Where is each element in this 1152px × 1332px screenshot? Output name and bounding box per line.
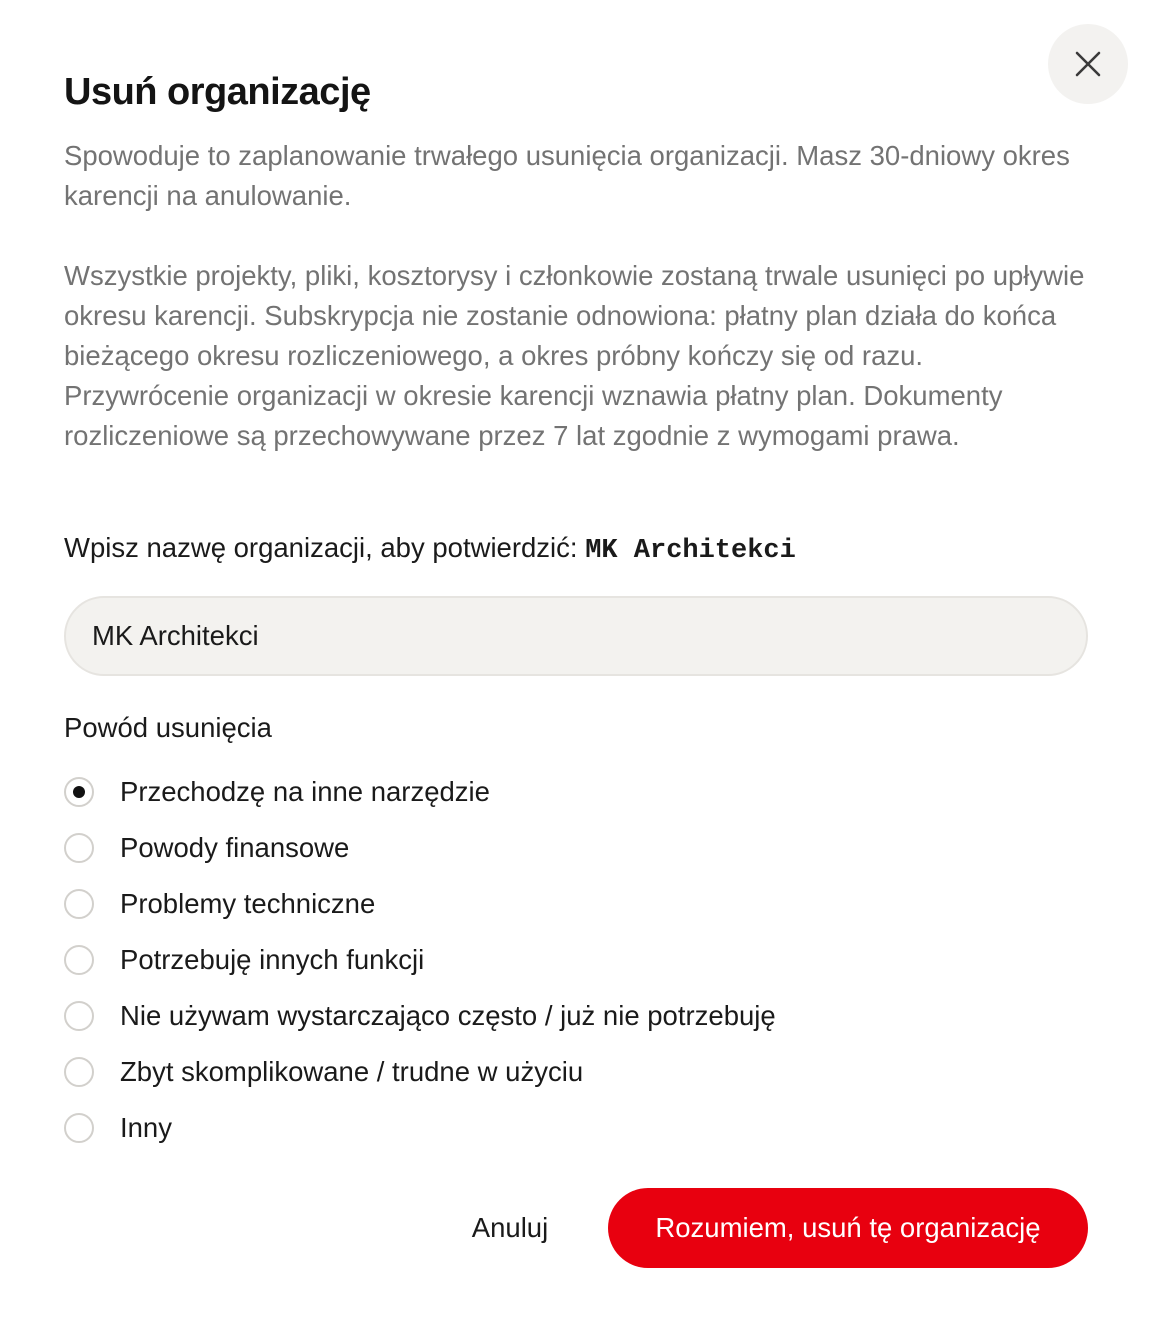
reason-option-missing-features[interactable] [64, 932, 1064, 988]
reason-option-other[interactable] [64, 1100, 1064, 1156]
reason-option-label: Przechodzę na inne narzędzie [120, 776, 490, 807]
reason-option-not-used[interactable] [64, 988, 1064, 1044]
radio-button[interactable] [64, 1057, 94, 1087]
confirm-name-label [64, 528, 796, 571]
dialog-title: Usuń organizację [64, 71, 371, 113]
radio-button[interactable] [64, 777, 94, 807]
organization-name-code: MK Architekci [585, 536, 796, 566]
reason-option-label: Powody finansowe [120, 832, 350, 863]
reason-option-label: Potrzebuję innych funkcji [120, 944, 425, 975]
reason-option-label: Problemy techniczne [120, 888, 376, 919]
radio-button[interactable] [64, 833, 94, 863]
reason-option-financial[interactable] [64, 820, 1064, 876]
reason-option-label: Inny [120, 1112, 172, 1143]
radio-button[interactable] [64, 945, 94, 975]
radio-button[interactable] [64, 889, 94, 919]
reason-option-technical[interactable] [64, 876, 1064, 932]
radio-button[interactable] [64, 1113, 94, 1143]
deletion-reason-radio-group [64, 764, 1064, 1156]
deletion-reason-title: Powód usunięcia [64, 712, 272, 743]
organization-name-input[interactable] [64, 596, 1088, 676]
confirm-name-instruction: Wpisz nazwę organizacji, aby potwierdzić: [64, 532, 578, 563]
dialog-description-grace-period: Spowoduje to zaplanowanie trwałego usunięcia organizacji. Masz 30-dniowy okres karencji na anulowanie. [64, 140, 1070, 211]
close-icon [1074, 50, 1102, 78]
reason-option-label: Zbyt skomplikowane / trudne w użyciu [120, 1056, 584, 1087]
reason-option-label: Nie używam wystarczająco często / już nie potrzebuję [120, 1000, 776, 1031]
radio-selected-dot [73, 786, 85, 798]
close-button[interactable] [1048, 24, 1128, 104]
confirm-delete-button[interactable]: Rozumiem, usuń tę organizację [608, 1188, 1088, 1268]
dialog-description-consequences: Wszystkie projekty, pliki, kosztorysy i członkowie zostaną trwale usunięci po upływie okresu karencji. Subskrypcja nie zostanie odnowiona: płatny plan działa do końca bieżącego okresu rozliczeniowego, a okres próbny kończy się od razu. Przywrócenie organizacji w okresie karencji wznawia płatny plan. Dokumenty rozliczeniowe są przechowywane przez 7 lat zgodnie z wymogami prawa. [64, 260, 1085, 451]
reason-option-too-complex[interactable] [64, 1044, 1064, 1100]
reason-option-switching-tool[interactable] [64, 764, 1064, 820]
radio-button[interactable] [64, 1001, 94, 1031]
cancel-button[interactable]: Anuluj [440, 1188, 580, 1268]
